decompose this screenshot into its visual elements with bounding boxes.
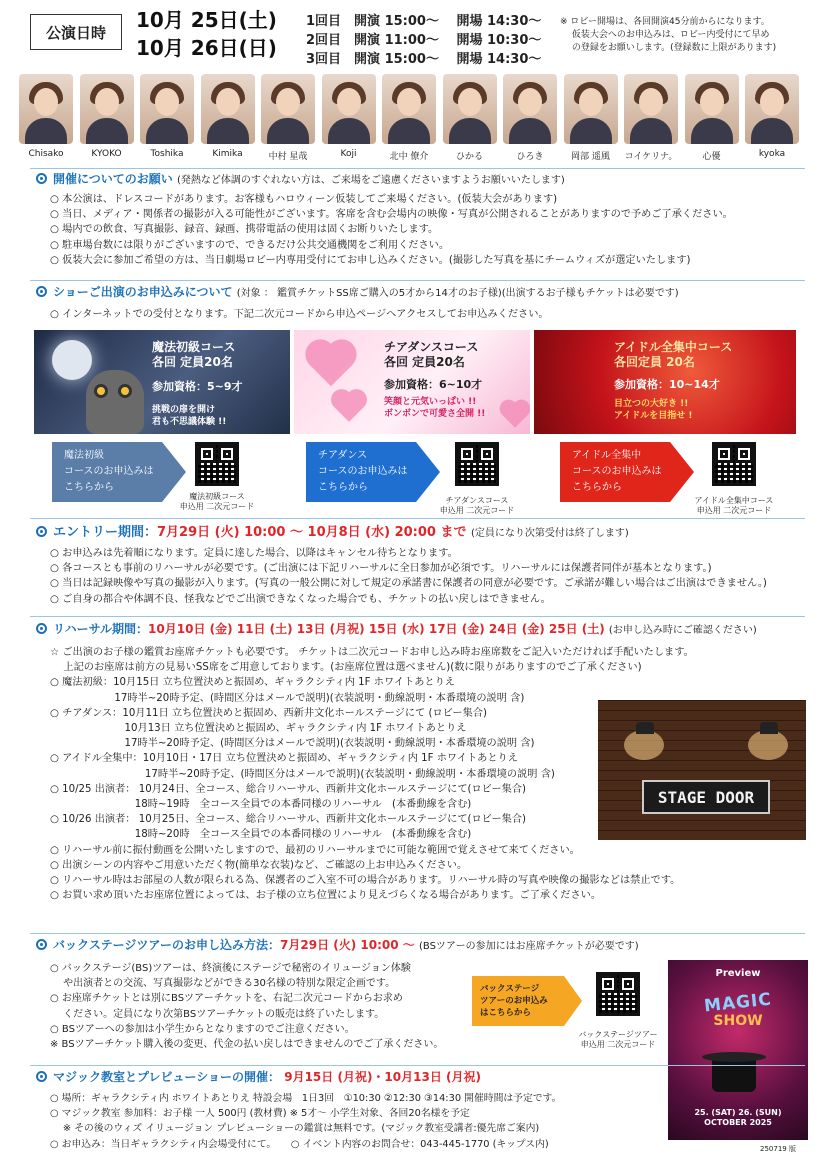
owl-icon <box>86 370 144 434</box>
list-item: ○ お座席チケットとは別にBSツアーチケットを、右記二次元コードからお求め <box>50 993 403 1005</box>
list-item: 上記のお座席は前方の見易いSS席をご用意しております。(お座席位置は選べません)(数に限りがありますのでご了承ください) <box>50 662 642 674</box>
show-times <box>306 12 541 69</box>
list-item: ○ 本公演は、ドレスコードがあります。お客様もハロウィーン仮装してご来場ください。(仮装大会があります) <box>50 194 558 205</box>
cast-name: Koji <box>340 149 357 159</box>
list-item: ○ BSツアーへの参加は小学生からとなりますのでご注意ください。 <box>50 1023 355 1035</box>
divider <box>30 616 805 617</box>
section-note: (BSツアーの参加にはお座席チケットが必要です) <box>418 941 639 952</box>
cast-photo <box>624 74 678 144</box>
stage-door-image <box>598 700 806 840</box>
cheer-course-qr-icon[interactable] <box>455 442 499 486</box>
cast-name: KYOKO <box>91 149 122 159</box>
section-note: (お申し込み時にご確認ください) <box>608 625 757 636</box>
cast-photo <box>503 74 557 144</box>
section-note: (対象 ： 鑑賞チケットSS席ご購入の5才から14才のお子様)(出演するお子様もチケットは必要です) <box>236 288 679 299</box>
backstage-qr-icon[interactable] <box>596 972 640 1016</box>
cast-photo <box>443 74 497 144</box>
cast-photo <box>564 74 618 144</box>
list-item: ○ お買い求め頂いたお座席位置によっては、お子様の立ち位置により見えづらくなる場合があります。ご了承ください。 <box>50 890 602 902</box>
cast-row <box>18 74 808 166</box>
heart-icon <box>334 392 364 422</box>
cast-photo <box>140 74 194 144</box>
magic-show-poster <box>668 960 808 1140</box>
cast-photo <box>685 74 739 144</box>
course-name: アイドル全集中コース <box>614 340 733 354</box>
list-item: や出演者との交流、写真撮影などができる30名様の特別な限定企画です。 <box>50 978 396 990</box>
owl-eye-icon <box>118 384 132 398</box>
apply-label: コースのお申込みは <box>64 466 154 477</box>
heart-icon <box>502 402 527 427</box>
cast-name: ひかる <box>455 152 483 162</box>
apply-label: アイドル全集中 <box>572 450 642 461</box>
section-title: マジック教室とプレビューショーの開催： <box>53 1070 281 1084</box>
list-item: 18時~20時 全コース全員での本番同様のリハーサル (本番動線を含む) <box>50 829 472 841</box>
magic-hat-icon <box>712 1056 756 1092</box>
qr-caption-line: 申込用 二次元コード <box>179 502 255 511</box>
list-item: ○ 駐車場台数には限りがございますので、できるだけ公共交通機関をご利用ください。 <box>50 239 450 251</box>
qr-caption <box>162 492 272 512</box>
section-marker-icon <box>36 173 47 184</box>
magic-course-banner <box>34 330 290 434</box>
course-name: 魔法初級コース <box>152 340 236 354</box>
list-item: ○ アイドル全集中：10月10日・17日 立ち位置決めと振固め、ギャラクシティ内 1F ホワイトあとりえ <box>50 753 518 765</box>
list-item: ○ マジック教室 参加料：お子様 一人 500円 (教材費) ※ 5才～ 小学生対象、各回20名様を予定 <box>50 1108 470 1120</box>
magic-class-list <box>50 1091 561 1152</box>
qr-caption <box>563 1030 673 1050</box>
lobby-note-line: ※ ロビー開場は、各回開演45分前からになります。 <box>560 17 770 27</box>
rehearsal-period: 10月10日 (金) 11日 (土) 13日 (月祝) 15日 (水) 17日 (金) 24日 (金) 25日 (土) <box>148 622 605 636</box>
lamp-glow <box>624 730 664 760</box>
cast-name: コイケリナ。 <box>624 152 678 162</box>
catch-line: 笑顔と元気いっぱい !! <box>384 397 477 407</box>
qr-caption-line: 申込用 二次元コード <box>696 506 772 515</box>
divider <box>30 168 805 169</box>
list-item: ○ 10/25 出演者： 10月24日、全コース、総合リハーサル、西新井文化ホールステージにて(ロビー集合) <box>50 783 526 795</box>
cast-name: Kimika <box>212 149 243 159</box>
section-marker-icon <box>36 939 47 950</box>
section-marker-icon <box>36 1071 47 1082</box>
cast-name: kyoka <box>758 149 786 159</box>
apply-label: 魔法初級 <box>64 450 104 461</box>
section-note: (定員になり次第受付は終了します) <box>471 528 629 539</box>
moon-icon <box>52 340 92 380</box>
catch-line: ボンボンで可愛さ全開 !! <box>384 409 486 419</box>
cast-member <box>18 74 74 159</box>
qr-caption-line: チアダンスコース <box>445 496 509 505</box>
cast-member <box>744 74 800 159</box>
lamp-icon <box>636 722 654 734</box>
cast-name: Toshika <box>150 149 184 159</box>
entry-period: 7月29日 (火) 10:00 ～ 10月8日 (水) 20:00 まで <box>157 525 467 540</box>
backstage-period: 7月29日 (火) 10:00 ～ <box>280 938 415 952</box>
list-item: 17時半~20時予定、(時間区分はメールで説明)(衣装説明・動線説明・本番環境の説明 含) <box>50 692 525 704</box>
list-item: ください。定員になり次第BSツアーチケットの販売は終了いたします。 <box>50 1008 385 1020</box>
notice-list <box>50 192 733 268</box>
section-title: エントリー期間： <box>53 525 158 540</box>
course-catchphrase <box>614 398 692 422</box>
divider <box>30 1065 805 1066</box>
magic-course-qr-icon[interactable] <box>195 442 239 486</box>
list-item: ○ ご自身の都合や体調不良、怪我などでご出演できなくなった場合でも、チケットの払い戻しはできません。 <box>50 593 551 605</box>
cast-name: Chisako <box>28 149 64 159</box>
cast-photo <box>745 74 799 144</box>
course-catchphrase <box>152 404 226 428</box>
idol-course-banner <box>534 330 796 434</box>
show-apply-line: ○ インターネットでの受付となります。下記二次元コードから申込ページへアクセスしてお申込みください。 <box>50 309 549 320</box>
cheer-course-banner <box>294 330 530 434</box>
performance-date-badge: 公演日時 <box>30 14 122 50</box>
list-item: ○ 仮装大会に参加ご希望の方は、当日劇場ロビー内専用受付にてお申し込みください。(撮影した写真を基にチームウィズが選定いたします) <box>50 254 691 266</box>
section-title: ショーご出演のお申込みについて <box>53 285 233 299</box>
apply-label: こちらから <box>318 482 368 493</box>
cast-photo <box>382 74 436 144</box>
rehearsal-heading <box>36 620 757 637</box>
divider <box>30 518 805 519</box>
course-title <box>152 340 235 370</box>
list-item: ○ 出演シーンの内容やご用意いただく物(簡単な衣装)など、ご確認の上お申込みください。 <box>50 859 468 871</box>
catch-line: 挑戦の扉を開け <box>152 405 216 415</box>
apply-label: こちらから <box>572 482 622 493</box>
list-item: ○ 各コースとも事前のリハーサルが必要です。(ご出演には下記リハーサルに全日参加が必須です。リハーサルには保護者同伴が基本となります。) <box>50 563 712 575</box>
lobby-note-line: 仮装大会へのお申込みは、ロビー内受付にて早め <box>560 30 770 40</box>
poster-date-line: 25. (SAT) 26. (SUN) <box>694 1108 782 1117</box>
lamp-icon <box>760 722 778 734</box>
section-marker-icon <box>36 286 47 297</box>
list-item: ☆ ご出演のお子様の鑑賞お座席チケットも必要です。 チケットは二次元コードお申し込み時お座席数をご記入いただければ手配いたします。 <box>50 647 694 658</box>
list-item: ○ リハーサル時はお部屋の人数が限られる為、保護者のご入室不可の場合があります。リハーサル時の写真や映像の撮影などは禁止です。 <box>50 875 681 887</box>
cast-photo <box>19 74 73 144</box>
cast-member <box>563 74 619 162</box>
course-name: チアダンスコース <box>384 340 479 354</box>
poster-magic: MAGIC <box>703 989 773 1017</box>
qr-caption <box>679 496 789 516</box>
performance-dates <box>136 6 277 62</box>
catch-line: 目立つの大好き !! <box>614 399 689 409</box>
cast-photo <box>80 74 134 144</box>
cast-photo <box>322 74 376 144</box>
cast-member <box>200 74 256 159</box>
cast-name: ひろき <box>516 152 544 162</box>
apply-label: はこちらから <box>480 1008 532 1018</box>
notice-heading <box>36 170 565 187</box>
entry-list <box>50 546 767 607</box>
qr-caption-line: バックステージツアー <box>578 1030 658 1039</box>
list-item: ○ リハーサル前に振付動画を公開いたしますので、最初のリハーサルまでに可能な範囲で覚えさせて来てください。 <box>50 844 580 856</box>
course-eligibility: 参加資格：6~10才 <box>384 378 483 391</box>
list-item: ○ バックステージ(BS)ツアーは、終演後にステージで秘密のイリュージョン体験 <box>50 963 411 974</box>
apply-label: チアダンス <box>318 450 368 461</box>
cast-name: 北中 僚介 <box>389 152 429 162</box>
poster-month: OCTOBER 2025 <box>704 1118 772 1127</box>
list-item: ○ お申込み：当日ギャラクシティ内会場受付にて。 ○ イベント内容のお問合せ：043-445-1770 (キップス内) <box>50 1138 549 1150</box>
poster-dates <box>668 1108 808 1128</box>
qr-caption <box>422 496 532 516</box>
list-item: ○ 当日は記録映像や写真の撮影が入ります。(写真の一般公開に対して規定の承諾書に保護者の同意が必要です。ご承諾が難しい場合はご出演はできません。) <box>50 578 767 590</box>
cast-name: 中村 星哉 <box>268 152 308 162</box>
time-row: 1回目 開演 15:00〜 開場 14:30〜 <box>306 14 542 29</box>
cast-member <box>79 74 135 159</box>
list-item: ○ 場内での飲食、写真撮影、録音、録画、携帯電話の使用は固くお断りいたします。 <box>50 224 439 236</box>
entry-heading <box>36 521 629 540</box>
stage-door-sign: STAGE DOOR <box>642 780 770 814</box>
date-1: 10月 25日(土) <box>136 8 277 32</box>
list-item: ※ その後のウィズ イリュージョン プレビューショーの鑑賞は無料です。(マジック教室受講者:優先席ご案内) <box>50 1123 540 1135</box>
backstage-heading <box>36 936 639 953</box>
course-capacity: 各回定員 20名 <box>614 355 695 369</box>
list-item: 18時~19時 全コース全員での本番同様のリハーサル (本番動線を含む) <box>50 799 472 811</box>
qr-caption-line: アイドル全集中コース <box>694 496 774 505</box>
list-item: ○ 魔法初級：10月15日 立ち位置決めと振固め、ギャラクシティ内 1F ホワイトあとりえ <box>50 677 455 689</box>
cast-member <box>139 74 195 159</box>
cast-member <box>623 74 679 162</box>
course-capacity: 各回 定員20名 <box>152 355 233 369</box>
course-title <box>384 340 478 370</box>
heart-icon <box>310 344 352 386</box>
poster-show: SHOW <box>713 1013 763 1029</box>
time-row: 2回目 開演 11:00〜 開場 10:30〜 <box>306 33 542 48</box>
list-item: ○ お申込みは先着順になります。定員に達した場合、以降はキャンセル待ちとなります。 <box>50 548 458 559</box>
cheer-course-apply-link[interactable] <box>306 442 416 502</box>
magic-class-heading <box>36 1068 481 1085</box>
time-row: 3回目 開演 15:00〜 開場 14:30〜 <box>306 52 542 67</box>
apply-label: コースのお申込みは <box>572 466 662 477</box>
cast-member <box>260 74 316 162</box>
divider <box>30 280 805 281</box>
cast-member <box>321 74 377 159</box>
course-capacity: 各回 定員20名 <box>384 355 465 369</box>
list-item: 17時半~20時予定、(時間区分はメールで説明)(衣装説明・動線説明・本番環境の説明 含) <box>50 768 555 780</box>
list-item: ○ チアダンス：10月11日 立ち位置決めと振固め、西新井文化ホールステージにて (ロビー集合) <box>50 707 487 719</box>
section-title: 開催についてのお願い <box>53 172 173 186</box>
section-title: リハーサル期間： <box>53 622 149 636</box>
apply-label: コースのお申込みは <box>318 466 408 477</box>
apply-label: こちらから <box>64 482 114 493</box>
show-apply-heading <box>36 283 679 300</box>
version-label: 250719 版 <box>760 1145 796 1153</box>
qr-caption-line: 申込用 二次元コード <box>580 1040 656 1049</box>
apply-label: ツアーのお申込み <box>480 996 548 1006</box>
section-marker-icon <box>36 526 47 537</box>
backstage-apply-link[interactable] <box>472 976 564 1026</box>
apply-label: バックステージ <box>480 984 540 994</box>
idol-course-qr-icon[interactable] <box>712 442 756 486</box>
idol-course-apply-link[interactable] <box>560 442 670 502</box>
list-item: ※ BSツアーチケット購入後の変更、代金の払い戻しはできませんのでご了承ください。 <box>50 1039 444 1051</box>
list-item: ○ 場所：ギャラクシティ内 ホワイトあとりえ 特設会場 1日3回 ①10:30 ②12:30 ③14:30 開催時間は予定です。 <box>50 1093 562 1104</box>
divider <box>30 933 805 934</box>
catch-line: 君も不思議体験 !! <box>152 417 227 427</box>
cast-member <box>381 74 437 162</box>
lamp-glow <box>748 730 788 760</box>
date-2: 10月 26日(日) <box>136 36 277 60</box>
header <box>0 0 819 75</box>
qr-caption-line: 申込用 二次元コード <box>439 506 515 515</box>
lobby-note <box>560 16 805 55</box>
section-marker-icon <box>36 623 47 634</box>
backstage-list <box>50 961 443 1052</box>
cast-name: 心優 <box>702 152 721 162</box>
cast-member <box>442 74 498 162</box>
course-catchphrase <box>384 396 485 420</box>
section-note: (発熱など体調のすぐれない方は、ご来場をご遠慮くださいますようお願いいたします) <box>176 175 565 186</box>
list-item: ○ 10/26 出演者： 10月25日、全コース、総合リハーサル、西新井文化ホールステージにて(ロビー集合) <box>50 814 526 826</box>
poster-preview: Preview <box>715 968 761 979</box>
course-title <box>614 340 732 370</box>
cast-member <box>684 74 740 162</box>
magic-course-apply-link[interactable] <box>52 442 162 502</box>
cast-name: 岡部 遥風 <box>571 152 610 162</box>
cast-photo <box>201 74 255 144</box>
catch-line: アイドルを目指せ ! <box>614 411 693 421</box>
qr-caption-line: 魔法初級コース <box>189 492 245 501</box>
course-eligibility: 参加資格：5~9才 <box>152 380 243 393</box>
section-title: バックステージツアーのお申し込み方法： <box>53 938 281 952</box>
cast-photo <box>261 74 315 144</box>
course-eligibility: 参加資格：10~14才 <box>614 378 720 391</box>
cast-member <box>502 74 558 162</box>
list-item: ○ 当日、メディア・関係者の撮影が入る可能性がございます。客席を含む会場内の映像・写真が公開されることがありますので予めご了承ください。 <box>50 209 733 221</box>
list-item: 10月13日 立ち位置決めと振固め、ギャラクシティ内 1F ホワイトあとりえ <box>50 723 467 735</box>
list-item: 17時半~20時予定、(時間区分はメールで説明)(衣装説明・動線説明・本番環境の説明 含) <box>50 738 535 750</box>
owl-eye-icon <box>94 384 108 398</box>
lobby-note-line: の登録をお願いします。(登録数に上限があります) <box>560 43 777 53</box>
magic-period: 9月15日 (月祝)・10月13日 (月祝) <box>284 1070 481 1084</box>
